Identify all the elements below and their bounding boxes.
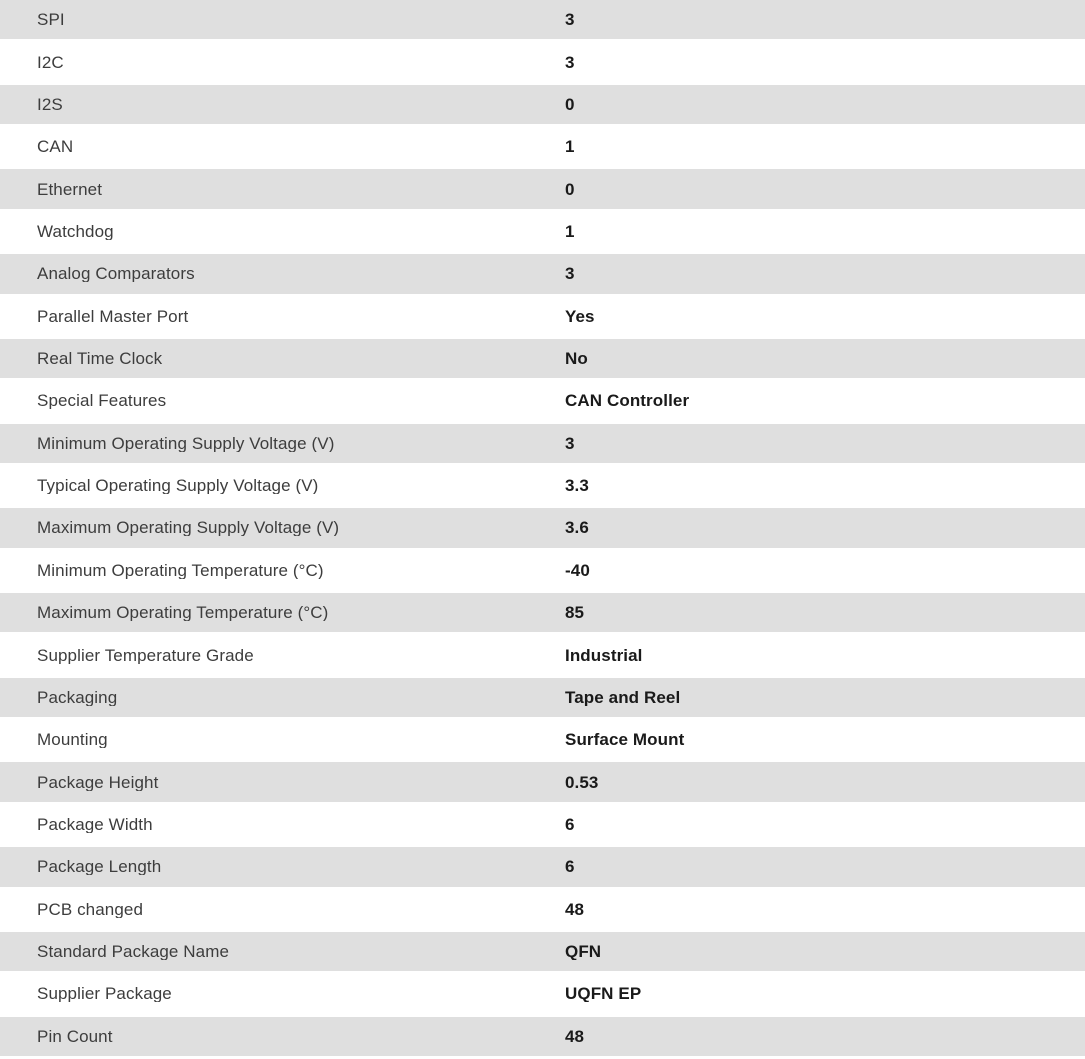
spec-value: -40 xyxy=(565,561,590,579)
spec-label: SPI xyxy=(37,11,65,29)
spec-value: 3.6 xyxy=(565,519,589,537)
spec-label: Standard Package Name xyxy=(37,943,230,961)
spec-label: Pin Count xyxy=(37,1027,113,1045)
spec-value: 85 xyxy=(565,604,585,622)
spec-value: 48 xyxy=(565,1027,585,1045)
table-row xyxy=(0,339,1085,381)
spec-label: Real Time Clock xyxy=(37,350,163,368)
spec-value: Yes xyxy=(565,307,595,325)
spec-label: Watchdog xyxy=(37,222,114,240)
spec-value: 1 xyxy=(565,138,575,156)
table-row xyxy=(0,1017,1085,1059)
table-row xyxy=(0,254,1085,296)
spec-value: 0.53 xyxy=(565,773,599,791)
spec-label: Packaging xyxy=(37,688,118,706)
spec-value: 3 xyxy=(565,53,575,71)
table-row xyxy=(0,593,1085,635)
spec-label: Maximum Operating Supply Voltage (V) xyxy=(37,519,340,537)
spec-label: Special Features xyxy=(37,392,167,410)
spec-value: Industrial xyxy=(565,646,643,664)
spec-value: 0 xyxy=(565,95,575,113)
table-row xyxy=(0,85,1085,127)
spec-label: I2S xyxy=(37,95,63,113)
table-row xyxy=(0,720,1085,762)
spec-value: 3 xyxy=(565,434,575,452)
spec-label: Supplier Temperature Grade xyxy=(37,646,254,664)
table-row xyxy=(0,890,1085,932)
spec-label: Package Width xyxy=(37,816,153,833)
spec-value: 6 xyxy=(565,816,575,833)
spec-value: 1 xyxy=(565,222,575,240)
spec-label: Typical Operating Supply Voltage (V) xyxy=(37,477,319,495)
spec-value: UQFN EP xyxy=(565,985,642,1003)
spec-value: No xyxy=(565,350,588,368)
spec-value: Surface Mount xyxy=(565,731,685,749)
table-row xyxy=(0,381,1085,423)
spec-label: Minimum Operating Temperature (°C) xyxy=(37,561,324,579)
table-row xyxy=(0,42,1085,84)
table-row xyxy=(0,127,1085,169)
spec-value: CAN Controller xyxy=(565,392,690,410)
table-row xyxy=(0,0,1085,42)
table-row xyxy=(0,169,1085,211)
table-row xyxy=(0,974,1085,1016)
spec-value: QFN xyxy=(565,943,602,961)
spec-value: Tape and Reel xyxy=(565,688,681,706)
table-row xyxy=(0,212,1085,254)
table-row xyxy=(0,847,1085,889)
spec-label: Parallel Master Port xyxy=(37,307,189,325)
spec-value: 3 xyxy=(565,11,575,29)
spec-label: Analog Comparators xyxy=(37,265,195,283)
table-row xyxy=(0,297,1085,339)
spec-label: Ethernet xyxy=(37,180,103,198)
spec-label: Package Height xyxy=(37,773,159,791)
spec-label: Supplier Package xyxy=(37,985,172,1003)
spec-label: Mounting xyxy=(37,731,108,749)
table-row xyxy=(0,551,1085,593)
table-row xyxy=(0,466,1085,508)
spec-label: Package Length xyxy=(37,858,162,876)
table-row xyxy=(0,424,1085,466)
spec-value: 3.3 xyxy=(565,477,589,495)
table-row xyxy=(0,635,1085,677)
table-row xyxy=(0,762,1085,804)
table-row xyxy=(0,805,1085,847)
spec-label: PCB changed xyxy=(37,900,144,918)
spec-label: I2C xyxy=(37,53,64,71)
spec-label: Minimum Operating Supply Voltage (V) xyxy=(37,434,335,452)
spec-label: Maximum Operating Temperature (°C) xyxy=(37,604,329,622)
spec-value: 48 xyxy=(565,900,585,918)
spec-value: 0 xyxy=(565,180,575,198)
spec-label: CAN xyxy=(37,138,74,156)
spec-value: 3 xyxy=(565,265,575,283)
spec-value: 6 xyxy=(565,858,575,876)
table-row xyxy=(0,678,1085,720)
table-row xyxy=(0,508,1085,550)
table-row xyxy=(0,932,1085,974)
